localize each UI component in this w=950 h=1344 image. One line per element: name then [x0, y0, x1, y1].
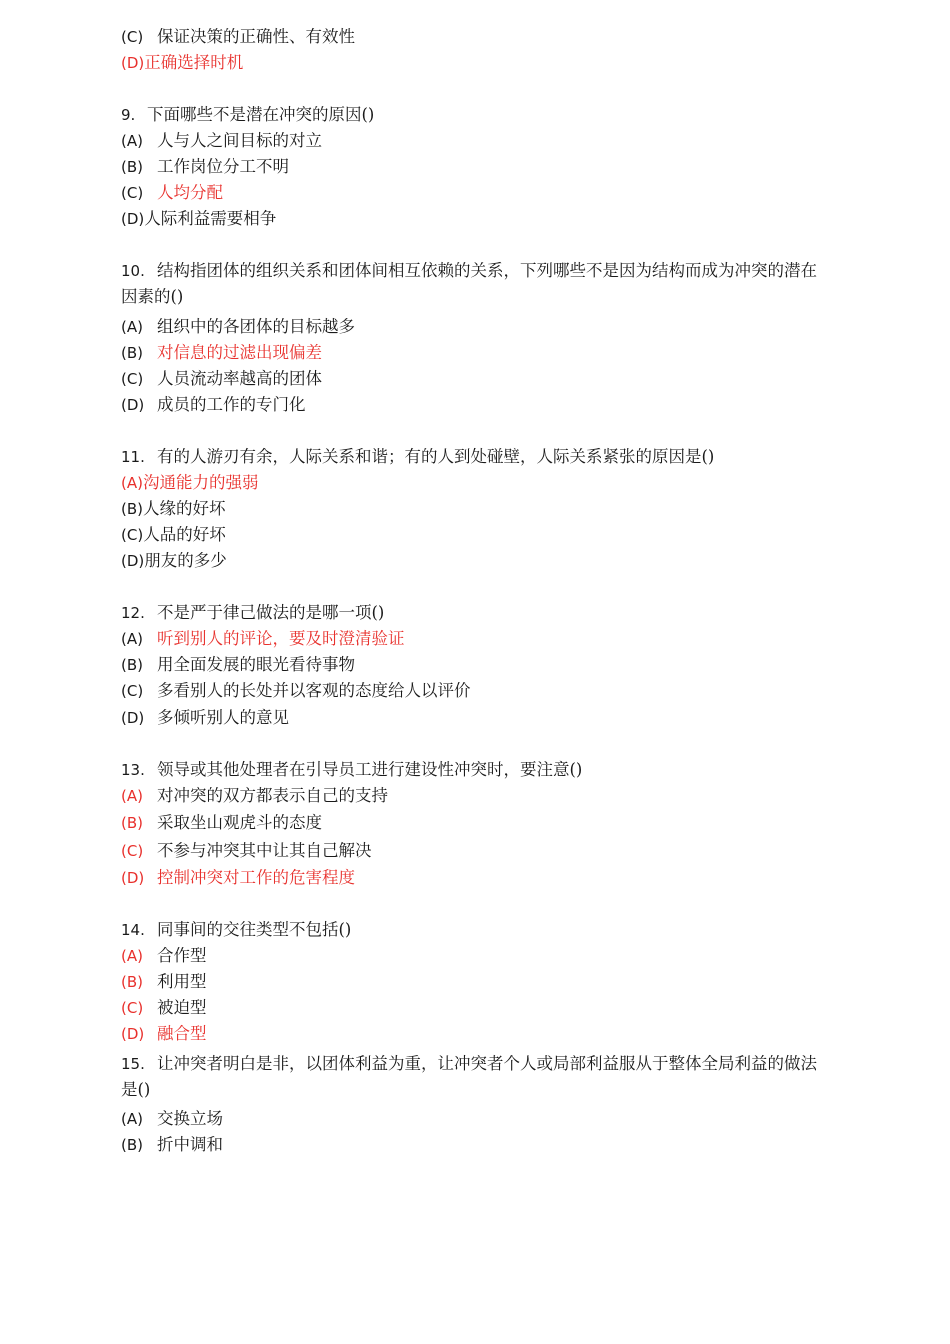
option-11c: (C)人品的好坏	[121, 525, 226, 544]
question-15: 15. 让冲突者明白是非，以团体利益为重，让冲突者个人或局部利益服从于整体全局利益的做法是()	[121, 1054, 817, 1099]
answer-10b: 对信息的过滤出现偏差	[157, 343, 322, 362]
option-9c: (C) 人均分配	[121, 183, 223, 202]
option-13a: (A) 对冲突的双方都表示自己的支持	[121, 786, 388, 805]
answer-9c: 人均分配	[157, 183, 223, 202]
option-9d: (D)人际利益需要相争	[121, 209, 277, 228]
option-14d-answer: (D) 融合型	[121, 1024, 207, 1043]
question-12: 12. 不是严于律己做法的是哪一项()	[121, 603, 385, 622]
option-11d: (D)朋友的多少	[121, 551, 227, 570]
option-10a: (A) 组织中的各团体的目标越多	[121, 317, 355, 336]
answer-12a: 听到别人的评论，要及时澄清验证	[157, 629, 405, 648]
option-11a-answer: (A)沟通能力的强弱	[121, 473, 259, 492]
option-9b: (B) 工作岗位分工不明	[121, 157, 289, 176]
option-10c: (C) 人员流动率越高的团体	[121, 369, 322, 388]
option-14b: (B) 利用型	[121, 972, 207, 991]
option-13d-answer: (D) 控制冲突对工作的危害程度	[121, 868, 355, 887]
option-10b: (B) 对信息的过滤出现偏差	[121, 343, 322, 362]
option-8d-answer: (D)正确选择时机	[121, 53, 244, 72]
option-12a: (A) 听到别人的评论，要及时澄清验证	[121, 629, 405, 648]
option-13b: (B) 采取坐山观虎斗的态度	[121, 813, 322, 832]
option-10d: (D) 成员的工作的专门化	[121, 395, 306, 414]
question-13: 13. 领导或其他处理者在引导员工进行建设性冲突时，要注意()	[121, 760, 583, 779]
option-12b: (B) 用全面发展的眼光看待事物	[121, 655, 355, 674]
question-11: 11. 有的人游刃有余，人际关系和谐；有的人到处碰壁，人际关系紧张的原因是()	[121, 447, 715, 466]
question-9: 9. 下面哪些不是潜在冲突的原因()	[121, 105, 375, 124]
option-8c: (C) 保证决策的正确性、有效性	[121, 27, 355, 46]
option-14c: (C) 被迫型	[121, 998, 207, 1017]
option-14a: (A) 合作型	[121, 946, 207, 965]
option-11b: (B)人缘的好坏	[121, 499, 226, 518]
option-13c: (C) 不参与冲突其中让其自己解决	[121, 841, 372, 860]
option-12c: (C) 多看别人的长处并以客观的态度给人以评价	[121, 681, 471, 700]
option-15a: (A) 交换立场	[121, 1109, 223, 1128]
option-9a: (A) 人与人之间目标的对立	[121, 131, 322, 150]
question-10: 10. 结构指团体的组织关系和团体间相互依赖的关系，下列哪些不是因为结构而成为冲突的潜在因素的()	[121, 261, 817, 306]
option-12d: (D) 多倾听别人的意见	[121, 708, 289, 727]
question-14: 14. 同事间的交往类型不包括()	[121, 920, 352, 939]
option-15b: (B) 折中调和	[121, 1135, 223, 1154]
